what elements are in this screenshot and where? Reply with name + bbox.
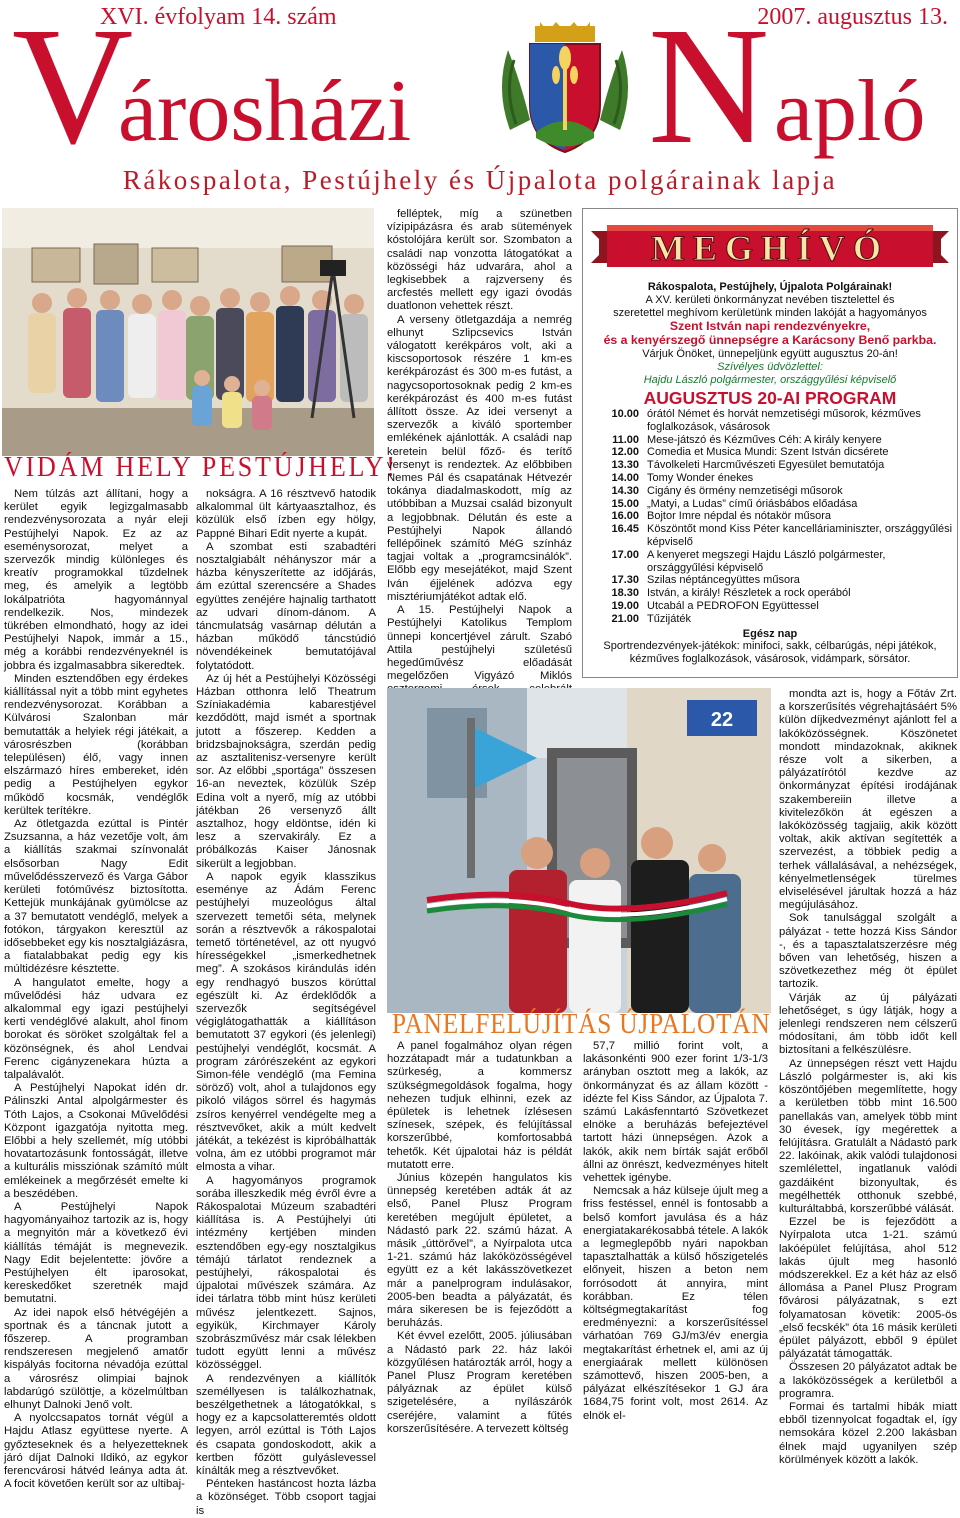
masthead (0, 0, 960, 200)
invitation-signature: Hajdu László polgármester, országgyűlési képviselő (643, 374, 897, 386)
paragraph: A 15. Pestújhelyi Napok a Pestújhelyi Katolikus Templom ünnepi koncertjével zárult. Szabó Attila pestújhelyi születésű hegedűművész előadását megelőzően Vigyázó Miklós (387, 604, 572, 683)
program-desc: Köszöntőt mond Kiss Péter kancelláriaminiszter, országgyűlési képviselő (647, 523, 953, 548)
program-item (587, 498, 953, 511)
program-item (587, 459, 953, 472)
title-initial-n: N (648, 0, 770, 179)
program-time: 14.30 (611, 484, 639, 497)
program-title: AUGUSZTUS 20-AI PROGRAM (643, 388, 897, 408)
article1-headline: VIDÁM HELY PESTÚJHELY! (4, 452, 398, 483)
program-desc: Távolkeleti Harcművészeti Egyesület bemutatója (647, 459, 885, 472)
invitation-regards: Szívélyes üdvözlettel: (717, 361, 823, 373)
issue-date: 2007. augusztus 13. (757, 4, 948, 30)
program-desc: Comedia et Musica Mundi: Szent István dicsérete (647, 446, 889, 459)
article2-headline: PANELFELÚJÍTÁS ÚJPALOTÁN (392, 1008, 771, 1040)
paragraph: A hangulatot emelte, hogy a művelődési ház udvara ez alkalommal egy igazi pestújhelyi kerti vendéglővé alakult, ahol finom borokat és söröket szolgáltak fel a közönségnek, és ahol Lendvai Ferenc cigányzenekara húzta a talpalávalót. (4, 976, 188, 1081)
invitation-intro-line-1: A XV. kerületi önkormányzat nevében tisztelettel és (645, 294, 895, 306)
title-word-1: árosházi (118, 63, 412, 160)
program-item (587, 613, 953, 626)
program-allday-title: Egész nap (742, 627, 798, 640)
program-item (587, 510, 953, 523)
invitation-event-line-1: Szent István napi rendezvényekre, (669, 319, 871, 333)
paragraph: A nyolccsapatos tornát végül a Hajdu Atlasz együttese nyerte. A győzteseknek és a helyezetteknek járó díjat Dalnoki Ildikó, az egykor ferencvárosi hátvéd leánya adta át. A focit követően került sor az ultibaj- (4, 1412, 188, 1491)
program-item (587, 434, 953, 447)
coat-of-arms-icon (490, 20, 640, 155)
house-number-sign: 22 (710, 709, 734, 731)
paragraph: nokságra. A 16 résztvevő hatodik alkalommal ült kártyaasztalhoz, és közülük első ízben egy hölgy, Pappné Bihari Edit nyerte a kupát. (196, 488, 376, 540)
paragraph: felléptek, míg a szünetben vízipipázásra és arab sütemények kóstolójára került sor. Szombaton a családi nap vonzotta látogatókat a közösségi ház udvarára, ahol a legkisebbek a rajzverseny és arcfestés mellett egy igazi óvodás duatlonon vehettek részt. (387, 208, 572, 313)
program-item (587, 446, 953, 459)
paragraph: 57,7 millió forint volt, a lakásonkénti 900 ezer forint 1/3-1/3 arányban osztott meg a lakók, az önkormányzat és az állam között - idézte fel Kiss Sándor, az Újpalota 7. számú Lakásfenntartó Szövetkezet elnöke a beruházás befejeztével tartott házi ünnepségen. Azok a lakók, akik nem bírták saját erőből állni az önrészt, kedvezményes hitelt vehettek igénybe. (583, 1040, 768, 1185)
invitation-box (582, 208, 958, 678)
article2-column-3 (779, 688, 957, 1467)
title-word-2: apló (774, 63, 926, 160)
program-item (587, 587, 953, 600)
invitation-intro-line-2: szeretettel meghívom kerületünk minden lakóját a hagyományos (613, 307, 927, 319)
article1-column-2 (196, 488, 376, 1518)
program-list (587, 408, 953, 666)
subtitle: Rákospalota, Pestújhely és Újpalota polgárainak lapja (122, 165, 838, 195)
paragraph: Az ötletgazda ezúttal is Pintér Zsuzsanna, a ház vezetője volt, ám a kiállítás szakmai színvonalát elsősorban Nagy Edit művelődésszervező és Varga Gábor kerületi fotóművész biztosította. Kettejük munkájának gyümölcse az a 37 bemutatott vendéglő, melyek a fotókon, tárgyakon keresztül az idősebbeket egy kis nosztalgiázásra, a fiatalabbakat pedig egy kis múltidézésre késztette. (4, 818, 188, 976)
program-item (587, 485, 953, 498)
program-time: 17.00 (611, 548, 639, 561)
article1-column-3 (387, 208, 572, 723)
invitation-wait: Várjuk Önöket, ünnepeljünk együtt augusztus 20-án! (642, 348, 898, 360)
paragraph: Az új hét a Pestújhelyi Közösségi Házban otthonra lelő Theatrum Színiakadémia kabarestjével kezdődött, majd ismét a sportnak jutott a főszerep. Kedden a bridzsbajnokságra, szerdán pedig az asztalitenisz-versenyre került sor. Az előbbi „sportága” összesen 16-an neveztek, közülük Szép Edina volt a nyerő, míg az utóbbi játékban 26 versenyző állt asztalhoz, hogy eldöntse, idén ki lesz a szervakirály. Ez a próbálkozás Kaiser Jánosnak sikerült a legjobban. (196, 672, 376, 870)
program-desc: A kenyeret megszegi Hajdu László polgármester, országgyűlési képviselő (647, 548, 886, 574)
paragraph: A hagyományos programok sorába illeszkedik még évről évre a Rákospalotai Múzeum szabadtéri kiállítása is. A Pestújhelyi úti intézmény kertjében minden esztendőben egy-egy nosztalgikus témájú tárlatot rendeznek a pestújhelyi, rákospalotai és újpalotai művészek számára. Az idei tárlatra több mint húsz kerületi művész jelentkezett. Sajnos, egyikük, Kirchmayer Károly szobrászművész már csak lélekben tudott együtt lenni a művész közösséggel. (196, 1174, 376, 1372)
issue-number: XVI. évfolyam 14. szám (100, 4, 337, 30)
program-time: 15.00 (611, 497, 639, 510)
ribbon-cutting-photo (387, 688, 771, 1013)
exhibition-crowd-photo (2, 208, 374, 456)
paragraph: Június közepén hangulatos kis ünnepség keretében adták át az első, Panel Plusz Program keretében megújult épületet, a Nádastó park 22. számú házat. A másik „úttörővel”, a Nyírpalota utca 1-21. számú ház lakóközösségével együtt ez a két lakásszövetkezet már a panelprogram indulásakor, 2005-ben beadta a pályázatát, és mára sikeresen be is fejeződött a beruházás. (387, 1172, 572, 1330)
program-time: 19.00 (611, 599, 639, 612)
paragraph: Pénteken hastáncost hozta lázba a közönséget. Több csoport tagjai is (196, 1478, 376, 1517)
ribbon-banner-icon (589, 217, 951, 277)
program-item (587, 408, 953, 434)
paragraph: A Pestújhelyi Napokat idén dr. Pálinszki Antal alpolgármester és Tóth Lajos, a Csokonai Művelődési Központ igazgatója nyitotta meg. Előbbi a hely szellemét, míg utóbbi hovatartozásunk fontosságát, illetve a kulturális missziónak számító múlt emlékeinek a megőrzését emelte ki a beszédében. (4, 1082, 188, 1200)
article2-column-2 (583, 1040, 768, 1423)
paragraph: Az idei napok első hétvégéjén a sportnak és a táncnak jutott a főszerep. A programban rendszeresen megjelenő amatőr kispályás focitorna névadója ezúttal a városrész olimpiai bajnok labdarúgó szülöttje, a közelmúltban elhunyt Dalnoki Jenő volt. (4, 1306, 188, 1412)
program-desc: István, a király! Részletek a rock operából (647, 587, 851, 600)
program-item (587, 600, 953, 613)
paragraph: A verseny ötletgazdája a nemrég elhunyt Szlipcsevics István válogatott kerékpáros volt, aki a kiscsoportosok részére 1 km-es kerékpározást és 300 m-es futást, a nagycsoportosoknak pedig 2 km-es kerékpározást és 400 m-es futást állított össze. Az idei versenyt a szervezők a kiváló sportember emlékének ajánlották. A családi nap keretein belül főző- és terítő versenyt is rendeztek. Az előbbiben Nemes Pál és csapatának Hétvezér tokánya diadalmaskodott, míg az utóbbiban a Muzsai család bizonyult a legjobbnak. Délután és este a Pestújhelyi Napok állandó fellépőinek számító MéG színház tagjai voltak a „programcsinálók”. Előbb egy mesejátékot, majd Szent Iván éjjelének adózva egy misztériumjátékot adtak elő. (387, 313, 572, 603)
invitation-greeting: Rákospalota, Pestújhely, Újpalota Polgárainak! (647, 281, 893, 293)
title-initial-v: V (12, 0, 134, 179)
invitation-event-line-2: és a kenyérszegő ünnepségre a Karácsony Benő parkba. (603, 333, 937, 347)
program-item (587, 472, 953, 485)
newspaper-title (6, 0, 956, 179)
program-time: 12.00 (611, 446, 639, 459)
paragraph: Nem túlzás azt állítani, hogy a kerület egyik legizgalmasabb rendezvénysorozata a nyár eleji Pestújhelyi Napok. Ez az az eseménysorozat, melyet a szervezők mindig különleges és kreatív programokkal tűzdelnek meg, és amelyik a legtöbb lokálpatrióta hagyománnyal rendelkezik. Nos, mindezek tükrében elmondható, hogy az idei Pestújhelyi Napok, immár a 15., még a korábbi rendezvényeknél is jobbra és izgalmasabbra sikeredtek. (4, 488, 188, 672)
program-desc: Tomy Wonder énekes (647, 471, 754, 484)
paragraph: Ezzel be is fejeződött a Nyírpalota utca 1-21. számú lakóépület felújítása, ahol 512 lakás újult meg hasonló módszerekkel. Ez a két ház az első állomása a Panel Plusz Program fővárosi pályázatnak, s ezt folyamatosan követik: 2005-ös „első fecskék” óta 16 másik kerületi épület pályázott, ebből 9 épület pályázatát támogatták. (779, 1216, 957, 1361)
program-time: 16.45 (611, 523, 639, 536)
banner-label: MEGHÍVÓ (650, 228, 890, 268)
program-allday-text: Sportrendezvények-játékok: minifoci, sakk, célbarúgás, népi játékok, kézműves foglalkozások, vásárosok, vidámpark, sörsátor. (603, 640, 937, 666)
program-item (587, 574, 953, 587)
paragraph: Összesen 20 pályázatot adtak be a lakóközösségek a kerületből a programra. (779, 1361, 957, 1400)
paragraph: A napok egyik klasszikus eseménye az Ádám Ferenc pestújhelyi muzeológus által szervezett temetői séta, melynek során a résztvevők a rákospalotai temető történetével, az ott nyugvó hírességekkel „ismerkedhetnek meg”. A szokásos kirándulás idén egy rendhagyó buszos körúttal egészült ki. Az érdeklődők a szervezők segítségével végiglátogathatták a kiállításon bemutatott 37 egykori (és jelenlegi) pestújhelyi vendéglőt, kocsmát. A program zárórészeként az egykori Simon-féle vendéglő (ma Femina söröző) volt, ahol a tulajdonos egy pikoló világos sörrel és hagymás zsíros kenyérrel vendégelte meg a résztvevőket, akik a múlt kedvelt játékát, a tekézést is kipróbálhatták volna, ám ez utóbbi programot már elmosta a vihar. (196, 870, 376, 1174)
program-desc: Mese-játszó és Kézműves Céh: A király kenyere (647, 433, 882, 446)
program-time: 10.00 (611, 408, 639, 420)
paragraph: A panel fogalmához olyan régen hozzátapadt már a tudatunkban a szürkeség, a kommersz szükségmegoldások fogalma, hogy nehezen tudjuk elhinni, ezek az épületek is lehetnek ízlésesen színesek, szépek, és felújítással korszerűbbé, komfortosabbá tehetők. Két újpalotai ház is példát mutatott erre. (387, 1040, 572, 1171)
paragraph: A szombat esti szabadtéri nosztalgiabált néhányszor már a házba kényszerítette az időjárás, ám ezúttal szerencsére a Shades együttes zenéjére hajnalig tarthatott az udvari dínom-dánom. A táncmulatság vasárnap délután a házban működő táncstúdió növendékeinek bemutatójával folytatódott. (196, 540, 376, 672)
program-time: 17.30 (611, 574, 639, 587)
program-item (587, 549, 953, 575)
paragraph: Várják az új pályázati lehetőséget, s úgy látják, hogy a jelenlegi rendszeren nem célszerű módosítani, ám több időt kell biztosítani a felkészülésre. (779, 991, 957, 1057)
paragraph: Formai és tartalmi hibák miatt ebből tizennyolcat fogadtak el, így nemsokára közel 2.200 lakásban élnek majd ugyanilyen szép körülmények között a lakók. (779, 1400, 957, 1466)
program-desc: Bojtor Imre népdal és nótakör műsora (647, 510, 832, 523)
paragraph: Két évvel ezelőtt, 2005. júliusában a Nádastó park 22. ház lakói közgyűlésen határozták arról, hogy a Panel Plusz Program keretében pályáznak az épület külső szigetelésére, a nyílászárók cseréjére, valamint a fűtés korszerűsítésére. A tervezett költség (387, 1330, 572, 1435)
program-desc: Cigány és örmény nemzetiségi műsorok (647, 484, 843, 497)
program-time: 18.30 (611, 587, 639, 600)
paragraph: Nemcsak a ház külseje újult meg a friss festéssel, ennél is fontosabb a belső komfort javulása és a ház energiatakarékosabbá tétele. A lakók a legmeglepőbb nyári napokban tapasztalhatták a külső hőszigetelés előnyeit, hiszen a beton nem forrósodott át annyira, mint korábban. Ez télen költségmegtakarítást fog eredményezni: a korszerűsítéssel várhatóan 769 GJ/m3/év energia megtakarítást érhetnek el, ami az új energiaárak mellett különösen számottevő, hiszen 2005-ben, a pályázat elkészítésekor 1 GJ ára 1684,75 forint volt, most 2614. Az elnök el- (583, 1185, 768, 1422)
program-time: 11.00 (612, 433, 639, 446)
paragraph: Az ünnepségen részt vett Hajdu László polgármester is, aki kis köszöntőjében megemlítette, hogy a kerületben több mint 16.500 panellakás van, amelyek több mint 30 évesek, így megérettek a felújításra. Gratulált a Nádastó park 22. lakóinak, akik valódi tulajdonosi szemlélettel, ingatlanuk valódi gazdáiként bizonyultak, és megélhették otthonuk szebbé, kulturáltabbá, korszerűbbé válását. (779, 1057, 957, 1215)
program-desc: órától Német és horvát nemzetiségi műsorok, kézműves foglalkozások, vásárosok (647, 408, 921, 433)
program-time: 13.30 (611, 459, 639, 472)
program-desc: Utcabál a PEDROFON Együttessel (647, 599, 819, 612)
article2-column-1 (387, 1040, 572, 1436)
program-time: 14.00 (611, 471, 639, 484)
program-item (587, 523, 953, 549)
program-desc: Szilas néptáncegyüttes műsora (647, 574, 800, 587)
program-time: 16.00 (611, 510, 639, 523)
paragraph: A rendezvényen a kiállítók személlyesen is találkozhatnak, beszélgethetnek a látogatókkal, s hogy ez a kapcsolatteremtés oldott legyen, arról ezúttal is Tóth Lajos és csapata gondoskodott, akik a kertben főzött gulyáslevessel kínálták meg a résztvevőket. (196, 1372, 376, 1478)
program-desc: „Matyi, a Ludas” című óriásbábos előadása (647, 497, 858, 510)
paragraph: Minden esztendőben egy érdekes kiállítással nyit a több mint egyhetes rendezvénysorozat. Korábban a Külvárosi Szalonban már bemutatták a helyiek régi játékait, a városrészben (korábban településen) élő, vagy innen elszármazó híres embereket, idén pedig a Pestújhelyen egykor működő kocsmák, vendéglők kerültek terítékre. (4, 672, 188, 817)
program-desc: Tűzijáték (647, 612, 692, 625)
program-time: 21.00 (611, 612, 639, 625)
article1-column-1 (4, 488, 188, 1491)
paragraph: A Pestújhelyi Napok hagyományaihoz tartozik az is, hogy a megnyitón már a következő évi kiállítás témáját is megnevezik. Nagy Edit bejelentette: jövőre a Pestújhelyen élt iparosokat, kereskedőket szeretnék majd bemutatni. (4, 1200, 188, 1306)
paragraph: mondta azt is, hogy a Főtáv Zrt. a korszerűsítés végrehajtásáért 5% külön díjkedvezményt ajánlott fel a lakóközösségnek. Köszönetet mondott mindazoknak, akiknek része volt a sikerben, a pályázatírótól kezdve az önkormányzat építési irodájának szakembereiin illetve a kivitelezőkön át egészen a lakóközösség tagjaiig, akik között voltak, akik aktívan segítették a szervezést, a többiek pedig a terhek vállalásával, a nehézségek, kényelmetlenségek türelmes elviselésével járultak hozzá a ház megújulásához. (779, 688, 957, 912)
paragraph: Sok tanulsággal szolgált a pályázat - tette hozzá Kiss Sándor -, és a tapasztalatszerzésre még bőven van lehetőség, hiszen a szövetkezethez még öt épület tartozik. (779, 912, 957, 991)
